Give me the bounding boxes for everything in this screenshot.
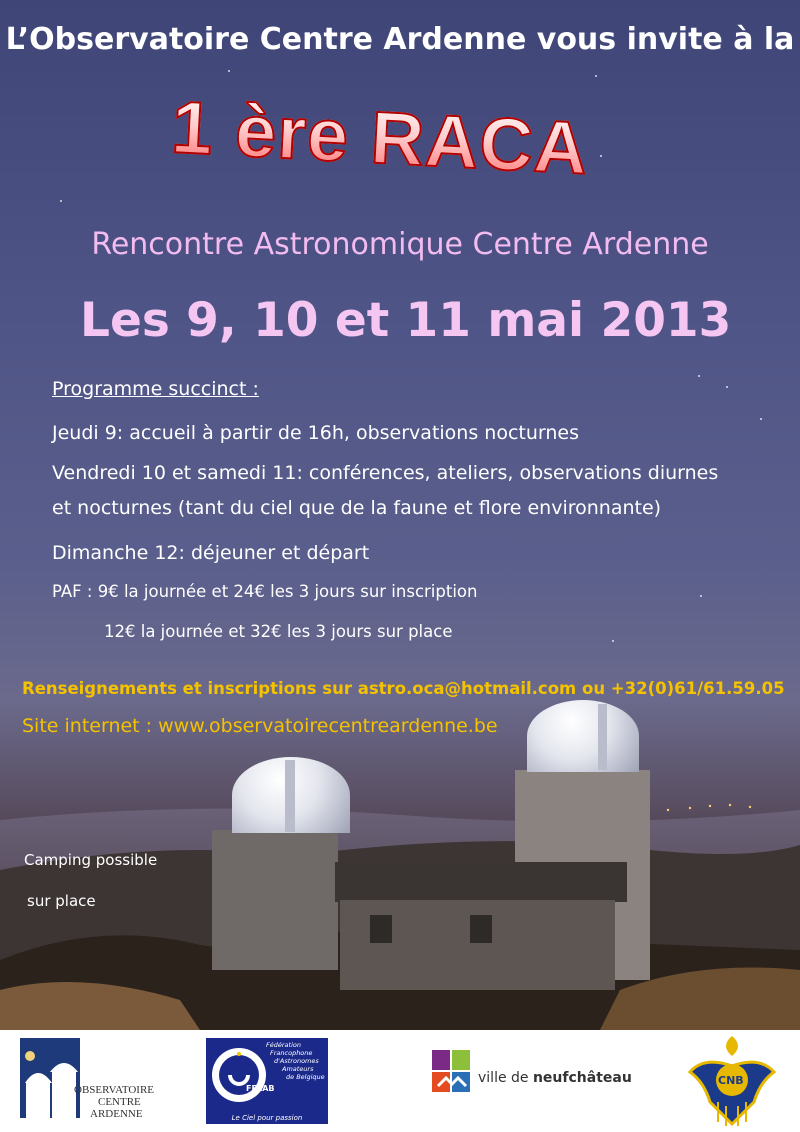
neufchateau-emblem-icon: [432, 1050, 472, 1092]
ffaab-name: Francophone: [270, 1049, 313, 1057]
ffaab-name: Fédération: [266, 1041, 301, 1049]
neufchateau-prefix: ville de: [478, 1070, 533, 1086]
neufchateau-logo: [432, 1050, 472, 1092]
event-subtitle: Rencontre Astronomique Centre Ardenne: [91, 227, 709, 262]
star: [228, 70, 230, 72]
camping-note: Camping possible: [24, 851, 158, 869]
neufchateau-text: [478, 1070, 632, 1086]
star: [595, 75, 597, 77]
neufchateau-name: neufchâteau: [532, 1070, 632, 1086]
ffaab-acronym: FFAAB: [246, 1084, 275, 1093]
programme-line: et nocturnes (tant du ciel que de la faune et flore environnante): [52, 497, 662, 519]
star: [726, 386, 728, 388]
event-dates: Les 9, 10 et 11 mai 2013: [80, 293, 732, 348]
ffaab-tagline: Le Ciel pour passion: [206, 1112, 328, 1124]
contact-info: Renseignements et inscriptions sur astro.oca@hotmail.com ou +32(0)61/61.59.05: [22, 679, 785, 698]
oca-logo-text: CENTRE: [98, 1096, 141, 1108]
observatory-icon: [20, 1038, 80, 1118]
star: [700, 595, 702, 597]
cnb-text: CNB: [718, 1074, 744, 1087]
website-link[interactable]: Site internet : www.observatoirecentreardenne.be: [22, 715, 498, 737]
sponsor-footer: [0, 1030, 800, 1132]
star: [612, 640, 614, 642]
star: [760, 418, 762, 420]
programme-line: Vendredi 10 et samedi 11: conférences, ateliers, observations diurnes: [52, 462, 719, 484]
programme-line: Dimanche 12: déjeuner et départ: [52, 542, 370, 564]
dome-slit: [598, 704, 607, 770]
ffaab-name: Amateurs: [282, 1065, 314, 1073]
programme-title: Programme succinct :: [52, 378, 259, 400]
price-line: 12€ la journée et 32€ les 3 jours sur place: [104, 622, 453, 641]
cnb-logo: [684, 1032, 780, 1128]
ffaab-logo: [206, 1038, 328, 1112]
oca-logo-text: ARDENNE: [90, 1108, 143, 1120]
price-line: PAF : 9€ la journée et 24€ les 3 jours sur inscription: [52, 582, 478, 601]
observatory-dome-right: [527, 700, 639, 772]
observatory-tower-left: [212, 830, 338, 970]
oca-logo: [20, 1038, 155, 1123]
star: [60, 200, 62, 202]
camping-note: sur place: [27, 892, 96, 910]
ffaab-emblem-icon: [210, 1046, 268, 1104]
building-body: [340, 900, 615, 990]
ffaab-name: de Belgique: [286, 1073, 325, 1081]
oca-logo-text: OBSERVATOIRE: [74, 1084, 155, 1096]
invite-heading: L’Observatoire Centre Ardenne vous invite à la: [5, 22, 795, 57]
programme-line: Jeudi 9: accueil à partir de 16h, observations nocturnes: [52, 422, 579, 444]
star: [698, 375, 700, 377]
window: [370, 915, 392, 943]
building-roof: [335, 862, 627, 902]
window: [470, 915, 492, 943]
event-title: 1 ère RACA: [0, 75, 762, 200]
ffaab-name: d'Astronomes: [274, 1057, 319, 1065]
dome-slit: [285, 760, 295, 832]
